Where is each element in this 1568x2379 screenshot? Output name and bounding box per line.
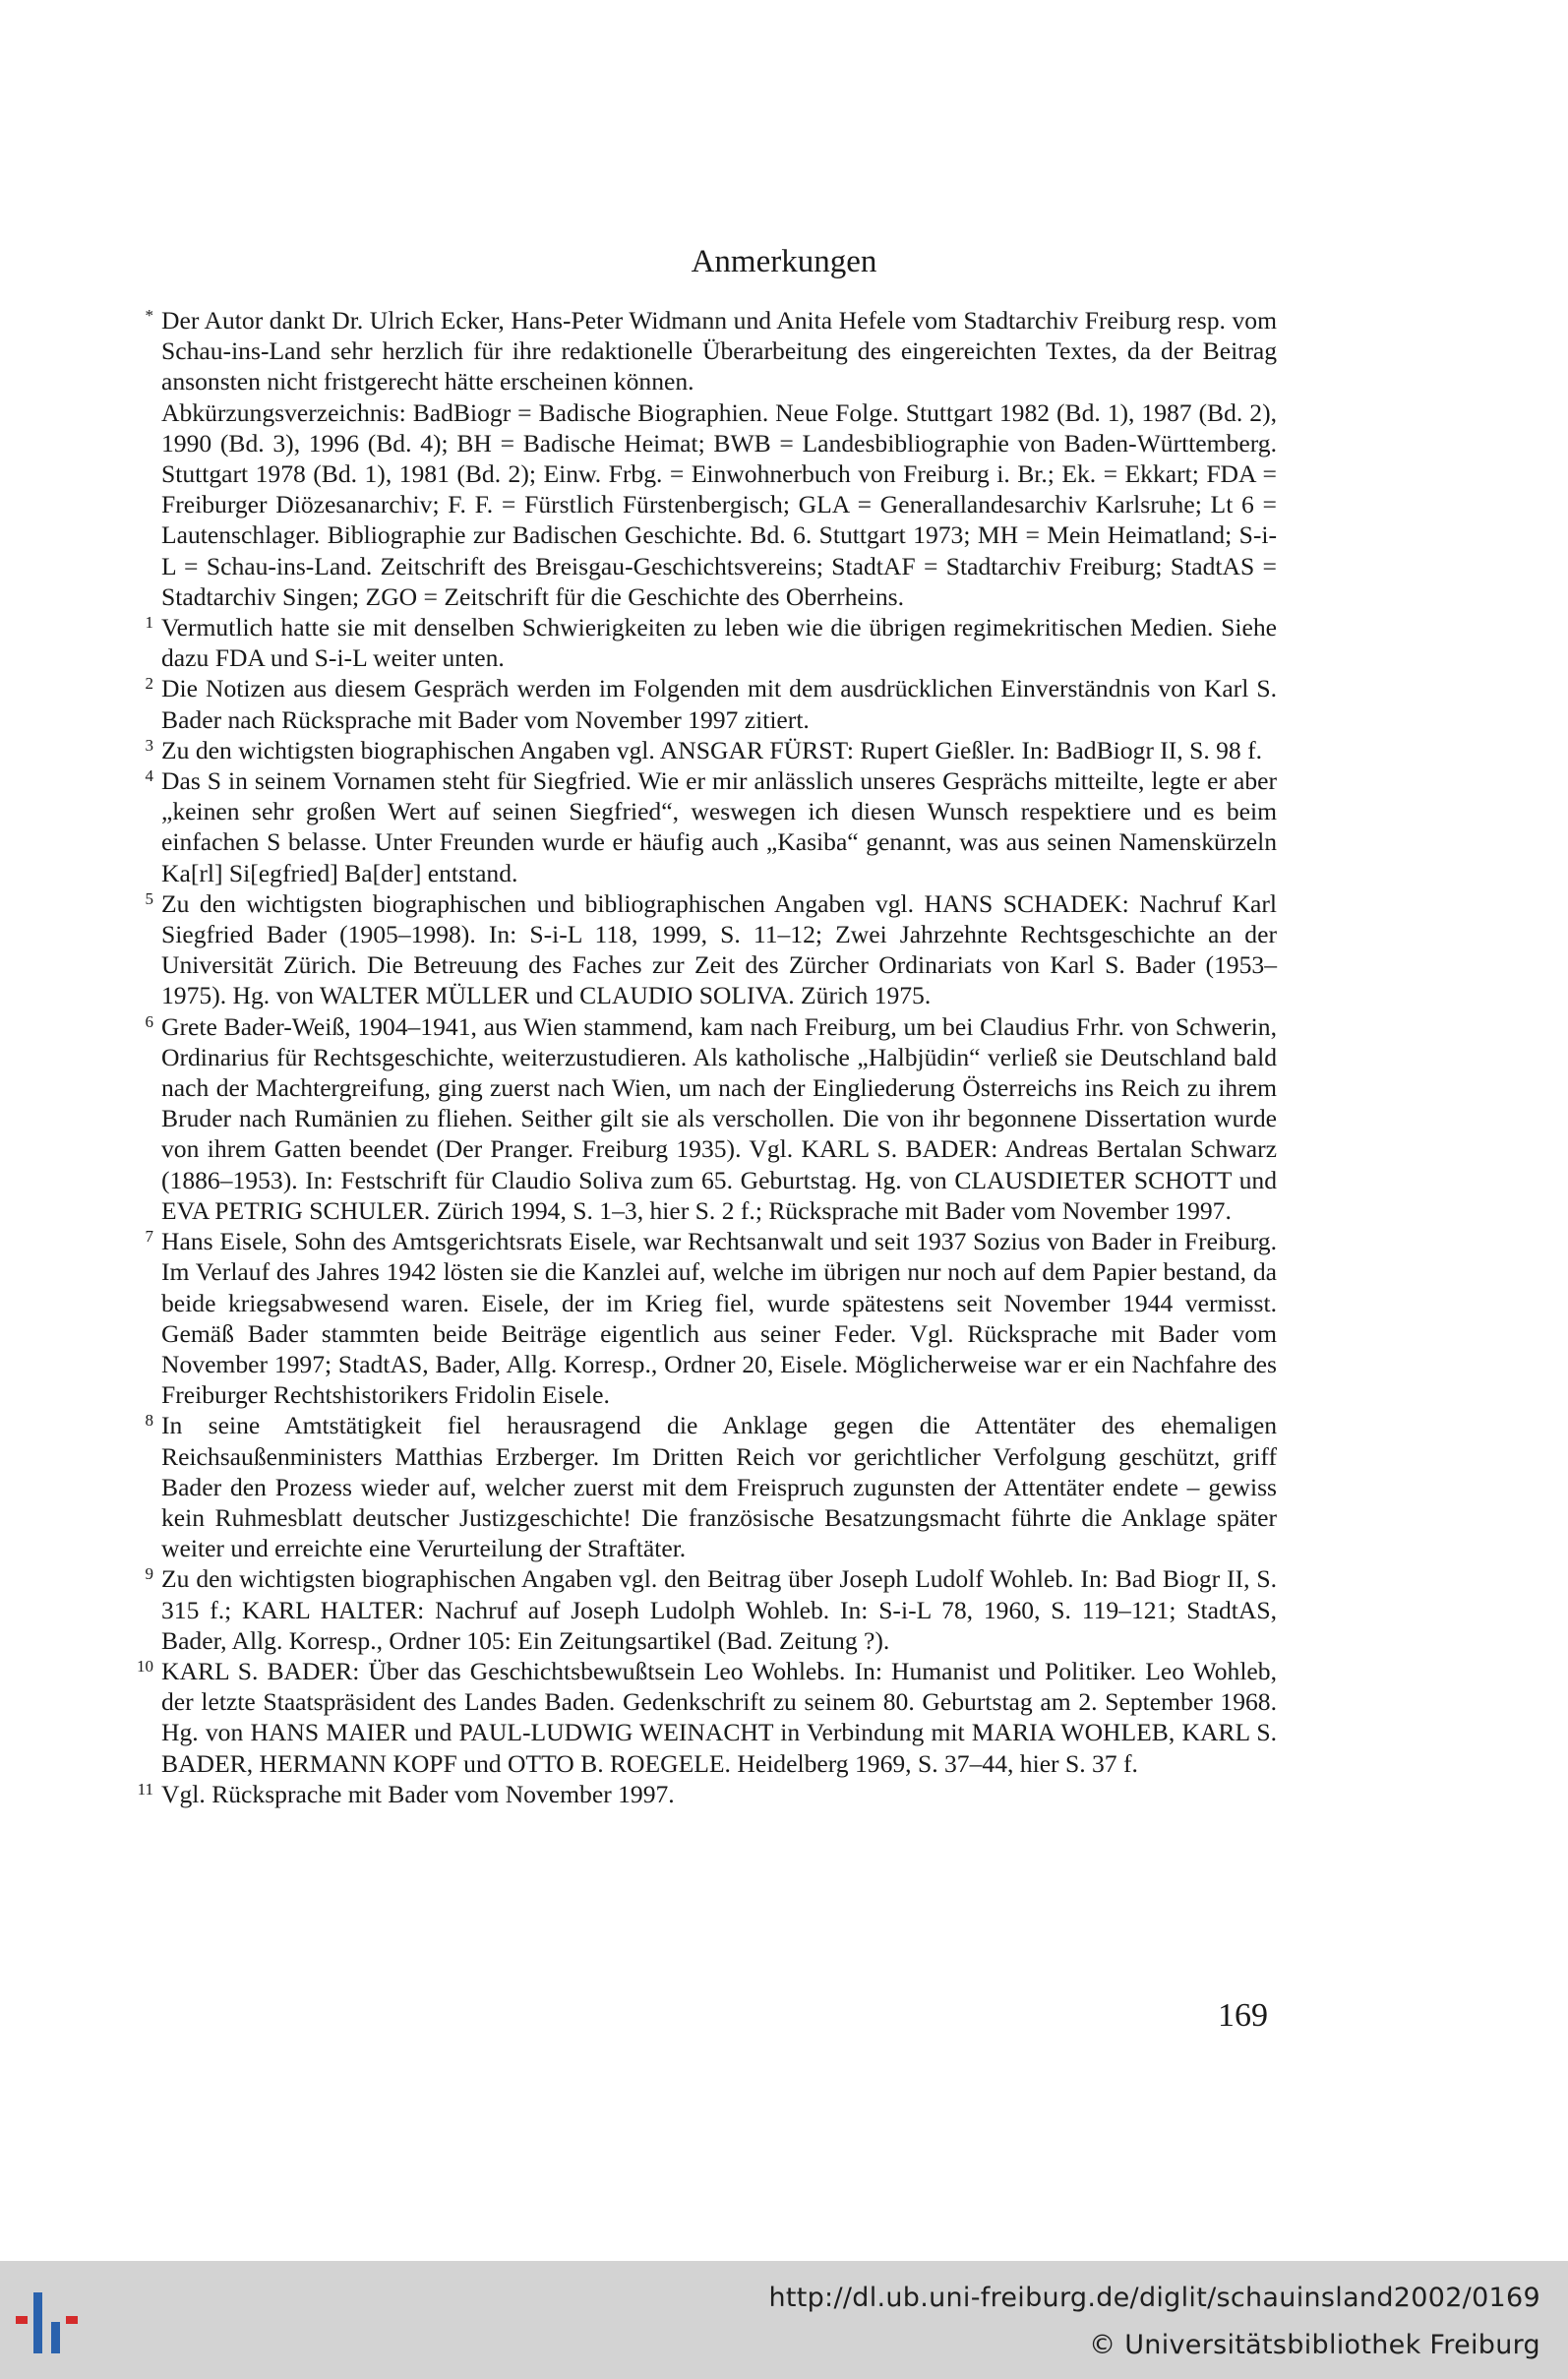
- footnote-marker: 5: [145, 888, 153, 908]
- footnote-text: Abkürzungsverzeichnis: BadBiogr = Badische Biographien. Neue Folge. Stuttgart 1982 (Bd. 1), 1987 (Bd. 2), 1990 (Bd. 3), 1996 (Bd. 4); BH = Badische Heimat; BWB = Landesbibliographie von Baden-Württemberg. Stuttgart 1978 (Bd. 1), 1981 (Bd. 2); Einw. Frbg. = Einwohnerbuch von Freiburg i. Br.; Ek. = Ekkart; FDA = Freiburger Diözesanarchiv; F. F. = Fürstlich Fürstenbergisch; GLA = Generallandesarchiv Karlsruhe; Lt 6 = Lautenschlager. Bibliographie zur Badischen Geschichte. Bd. 6. Stuttgart 1973; MH = Mein Heimatland; S-i-L = Schau-ins-Land. Zeitschrift des Breisgau-Geschichtsvereins; StadtAF = Stadtarchiv Freiburg; StadtAS = Stadtarchiv Singen; ZGO = Zeitschrift für die Geschichte des Oberrheins.: [161, 397, 1277, 611]
- footnote: [136, 888, 1277, 1011]
- footnote: [136, 735, 1277, 765]
- footnote-marker: 3: [145, 735, 153, 755]
- footnote-marker: 6: [145, 1011, 153, 1031]
- footnote: [136, 1226, 1277, 1410]
- footnote-marker: 8: [145, 1411, 153, 1431]
- footnote-text: Vgl. Rücksprache mit Bader vom November 1997.: [161, 1779, 675, 1808]
- footer-copyright: © Universitätsbibliothek Freiburg: [1089, 2330, 1540, 2360]
- footnote-text: In seine Amtstätigkeit fiel herausragend die Anklage gegen die Attentäter des ehemaligen Reichsaußenministers Matthias Erzberger. Im Dritten Reich vor gerichtlicher Verfolgung geschützt, griff Bader den Prozess wieder auf, welcher zuerst mit dem Freispruch zugunsten der Attentäter endete – gewiss kein Ruhmesblatt deutscher Justizgeschichte! Die französische Besatzungsmacht führte die Anklage später weiter und erreichte eine Verurteilung der Straftäter.: [161, 1411, 1277, 1563]
- footnote-text: Vermutlich hatte sie mit denselben Schwierigkeiten zu leben wie die übrigen regimekritischen Medien. Siehe dazu FDA und S-i-L weiter unten.: [161, 613, 1277, 673]
- footer-bar: [0, 2261, 1568, 2379]
- footnote-text: Zu den wichtigsten biographischen und bibliographischen Angaben vgl. HANS SCHADEK: Nachruf Karl Siegfried Bader (1905–1998). In: S-i-L 118, 1999, S. 11–12; Zwei Jahrzehnte Rechtsgeschichte an der Universität Zürich. Die Betreuung des Faches zur Zeit des Zürcher Ordinariats von Karl S. Bader (1953–1975). Hg. von WALTER MÜLLER und CLAUDIO SOLIVA. Zürich 1975.: [161, 888, 1277, 1010]
- page-title: Anmerkungen: [691, 244, 877, 279]
- footnote: [136, 1011, 1277, 1226]
- footnote-text: Hans Eisele, Sohn des Amtsgerichtsrats Eisele, war Rechtsanwalt und seit 1937 Sozius von Bader in Freiburg. Im Verlauf des Jahres 1942 lösten sie die Kanzlei auf, welche im übrigen nur noch auf dem Papier bestand, da beide kriegsabwesend waren. Eisele, der im Krieg fiel, wurde spätestens seit November 1944 vermisst. Gemäß Bader stammten beide Beiträge eigentlich aus seiner Feder. Vgl. Rücksprache mit Bader vom November 1997; StadtAS, Bader, Allg. Korresp., Ordner 20, Eisele. Möglicherweise war er ein Nachfahre des Freiburger Rechtshistorikers Fridolin Eisele.: [161, 1227, 1277, 1410]
- footnote-marker: 1: [145, 613, 153, 633]
- footnote-marker: *: [145, 306, 153, 325]
- footnote: [136, 1779, 1277, 1809]
- footnote-marker: 10: [137, 1656, 153, 1676]
- footer-url-link[interactable]: http://dl.ub.uni-freiburg.de/diglit/schauinsland2002/0169: [768, 2283, 1540, 2313]
- footnote-text: Die Notizen aus diesem Gespräch werden im Folgenden mit dem ausdrücklichen Einverständnis von Karl S. Bader nach Rücksprache mit Bader vom November 1997 zitiert.: [161, 674, 1277, 734]
- footnote-marker: 11: [137, 1779, 153, 1799]
- page-number: 169: [1218, 1997, 1268, 2034]
- footnote: [136, 673, 1277, 734]
- footnote-marker: 9: [145, 1564, 153, 1584]
- ub-freiburg-logo-icon: [12, 2283, 100, 2361]
- footnote: [136, 612, 1277, 673]
- footnote-text: Zu den wichtigsten biographischen Angaben vgl. ANSGAR FÜRST: Rupert Gießler. In: BadBiogr II, S. 98 f.: [161, 735, 1263, 764]
- footnote-text: Grete Bader-Weiß, 1904–1941, aus Wien stammend, kam nach Freiburg, um bei Claudius Frhr. von Schwerin, Ordinarius für Rechtsgeschichte, weiterzustudieren. Als katholische „Halbjüdin“ verließ sie Deutschland bald nach der Machtergreifung, ging zuerst nach Wien, um nach der Eingliederung Österreichs ins Reich zu ihrem Bruder nach Rumänien zu fliehen. Seither gilt sie als verschollen. Die von ihr begonnene Dissertation wurde von ihrem Gatten beendet (Der Pranger. Freiburg 1935). Vgl. KARL S. BADER: Andreas Bertalan Schwarz (1886–1953). In: Festschrift für Claudio Soliva zum 65. Geburtstag. Hg. von CLAUSDIETER SCHOTT und EVA PETRIG SCHULER. Zürich 1994, S. 1–3, hier S. 2 f.; Rücksprache mit Bader vom November 1997.: [161, 1011, 1277, 1225]
- footnote-text: KARL S. BADER: Über das Geschichtsbewußtsein Leo Wohlebs. In: Humanist und Politiker. Leo Wohleb, der letzte Staatspräsident des Landes Baden. Gedenkschrift zu seinem 80. Geburtstag am 2. September 1968. Hg. von HANS MAIER und PAUL-LUDWIG WEINACHT in Verbindung mit MARIA WOHLEB, KARL S. BADER, HERMANN KOPF und OTTO B. ROEGELE. Heidelberg 1969, S. 37–44, hier S. 37 f.: [161, 1656, 1277, 1778]
- footnote-marker: 4: [145, 766, 153, 786]
- footnote: [136, 305, 1277, 612]
- footnote: [136, 765, 1277, 888]
- footnote-text: Zu den wichtigsten biographischen Angaben vgl. den Beitrag über Joseph Ludolf Wohleb. In: Bad Biogr II, S. 315 f.; KARL HALTER: Nachruf auf Joseph Ludolph Wohleb. In: S-i-L 78, 1960, S. 119–121; StadtAS, Bader, Allg. Korresp., Ordner 105: Ein Zeitungsartikel (Bad. Zeitung ?).: [161, 1564, 1277, 1655]
- footnote: [136, 1656, 1277, 1779]
- footnote-text: Das S in seinem Vornamen steht für Siegfried. Wie er mir anlässlich unseres Gesprächs mitteilte, legte er aber „keinen sehr großen Wert auf seinen Siegfried“, weswegen ich diesen Wunsch respektiere und es beim einfachen S belasse. Unter Freunden wurde er häufig auch „Kasiba“ genannt, was aus seinen Namenskürzeln Ka[rl] Si[egfried] Ba[der] entstand.: [161, 766, 1277, 887]
- notes-list: [136, 305, 1277, 1809]
- footnote-text: Der Autor dankt Dr. Ulrich Ecker, Hans-Peter Widmann und Anita Hefele vom Stadtarchiv Freiburg resp. vom Schau-ins-Land sehr herzlich für ihre redaktionelle Überarbeitung des eingereichten Textes, da der Beitrag ansonsten nicht fristgerecht hätte erscheinen können.: [161, 306, 1277, 396]
- footnote: [136, 1410, 1277, 1563]
- footnote-marker: 7: [145, 1227, 153, 1247]
- footnote-marker: 2: [145, 674, 153, 694]
- footnote: [136, 1563, 1277, 1656]
